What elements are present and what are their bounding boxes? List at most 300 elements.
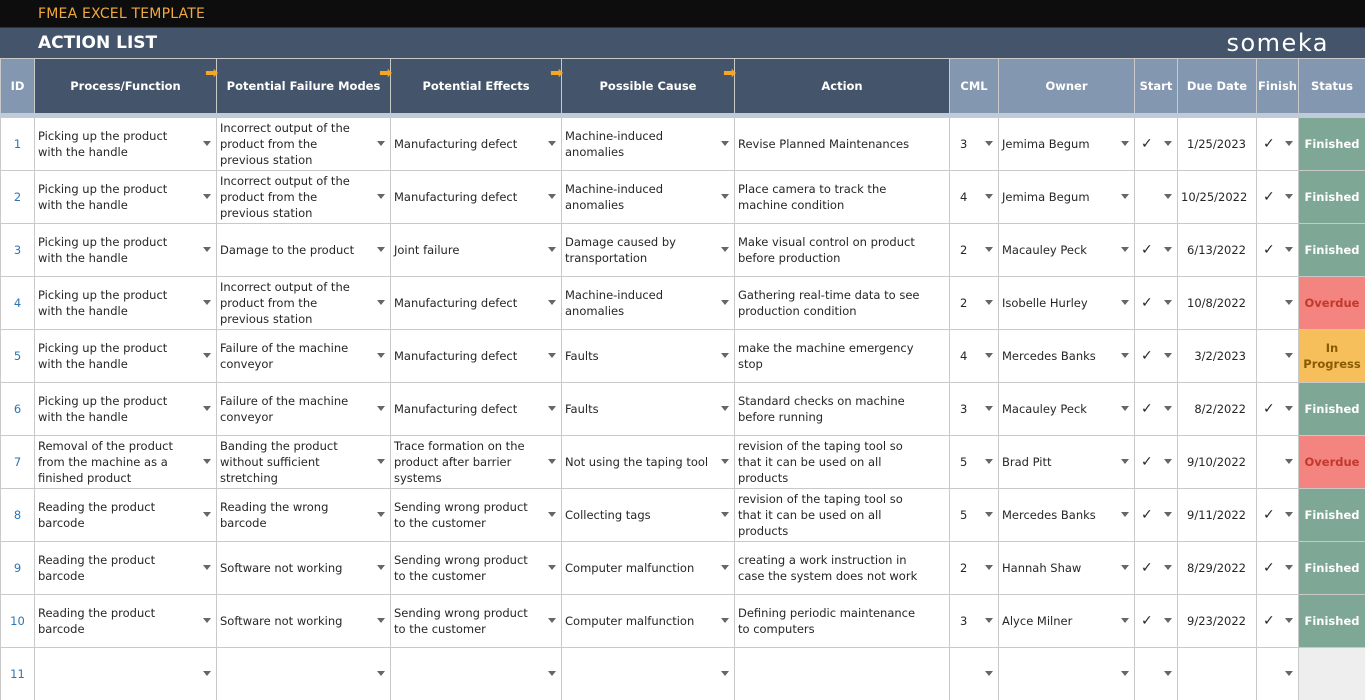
- dropdown-arrow-icon[interactable]: [721, 194, 729, 199]
- cell-effect[interactable]: [391, 330, 562, 383]
- cell-finish[interactable]: [1257, 542, 1299, 595]
- page-title: ACTION LIST: [38, 33, 158, 53]
- cell-finish[interactable]: [1257, 436, 1299, 489]
- cell-status: [1299, 330, 1365, 383]
- cell-owner[interactable]: [999, 489, 1135, 542]
- cell-failure-mode-value: Failure of the machine conveyor: [220, 394, 349, 424]
- dropdown-arrow-icon[interactable]: [1285, 247, 1293, 252]
- cell-failure-mode[interactable]: [217, 595, 391, 648]
- cell-effect-value: Manufacturing defect: [394, 137, 518, 151]
- cell-cause-value: Computer malfunction: [565, 614, 695, 628]
- cell-cause[interactable]: [562, 436, 735, 489]
- cell-id: [1, 171, 35, 224]
- cell-failure-mode[interactable]: [217, 542, 391, 595]
- dropdown-arrow-icon[interactable]: [203, 406, 211, 411]
- cell-action-value: Revise Planned Maintenances: [738, 137, 910, 151]
- dropdown-arrow-icon[interactable]: [548, 141, 556, 146]
- dropdown-arrow-icon[interactable]: [1164, 671, 1172, 676]
- dropdown-arrow-icon[interactable]: [1121, 459, 1129, 464]
- cell-cml[interactable]: [950, 436, 999, 489]
- dropdown-arrow-icon[interactable]: [377, 353, 385, 358]
- dropdown-arrow-icon[interactable]: [1121, 141, 1129, 146]
- arrow-right-icon: ➡: [723, 63, 737, 82]
- cell-owner[interactable]: [999, 224, 1135, 277]
- dropdown-arrow-icon[interactable]: [548, 406, 556, 411]
- cell-status-value: Overdue: [1304, 455, 1360, 469]
- cell-action-value: revision of the taping tool so that it can be used on all products: [738, 492, 903, 538]
- cell-cause[interactable]: [562, 542, 735, 595]
- dropdown-arrow-icon[interactable]: [1285, 406, 1293, 411]
- cell-action[interactable]: [735, 224, 950, 277]
- dropdown-arrow-icon[interactable]: [548, 300, 556, 305]
- cell-id-value: 1: [13, 137, 22, 151]
- cell-effect-value: Sending wrong product to the customer: [394, 606, 528, 636]
- dropdown-arrow-icon[interactable]: [203, 247, 211, 252]
- cell-cause[interactable]: [562, 648, 735, 700]
- cell-effect-value: Joint failure: [394, 243, 460, 257]
- dropdown-arrow-icon[interactable]: [985, 353, 993, 358]
- dropdown-arrow-icon[interactable]: [203, 565, 211, 570]
- cell-cause-value: Machine-induced anomalies: [565, 129, 664, 159]
- cell-start[interactable]: [1135, 277, 1178, 330]
- col-effects-header: [379, 59, 562, 114]
- cell-due-date[interactable]: [1178, 383, 1257, 436]
- dropdown-arrow-icon[interactable]: [203, 459, 211, 464]
- cell-id: [1, 489, 35, 542]
- cell-effect[interactable]: [391, 171, 562, 224]
- cell-effect-value: Manufacturing defect: [394, 190, 518, 204]
- dropdown-arrow-icon[interactable]: [721, 247, 729, 252]
- cell-effect-value: Trace formation on the product after barrier systems: [394, 439, 525, 485]
- table-row: [1, 171, 1365, 224]
- dropdown-arrow-icon[interactable]: [985, 618, 993, 623]
- cell-cml[interactable]: [950, 542, 999, 595]
- cell-due-date-value: 10/25/2022: [1181, 190, 1248, 204]
- cell-id-value: 8: [13, 508, 22, 522]
- table-row: [1, 489, 1365, 542]
- dropdown-arrow-icon[interactable]: [203, 141, 211, 146]
- cell-due-date[interactable]: [1178, 171, 1257, 224]
- dropdown-arrow-icon[interactable]: [203, 512, 211, 517]
- cell-failure-mode-value: Banding the product without sufficient stretching: [220, 439, 338, 485]
- cell-cause-value: Collecting tags: [565, 508, 651, 522]
- cell-start-value: ✓: [1141, 136, 1153, 152]
- dropdown-arrow-icon[interactable]: [377, 459, 385, 464]
- cell-owner-value: Brad Pitt: [1002, 455, 1052, 469]
- dropdown-arrow-icon[interactable]: [721, 353, 729, 358]
- dropdown-arrow-icon[interactable]: [1121, 512, 1129, 517]
- dropdown-arrow-icon[interactable]: [377, 406, 385, 411]
- cell-cml-value: 2: [960, 243, 968, 257]
- cell-owner[interactable]: [999, 436, 1135, 489]
- dropdown-arrow-icon[interactable]: [1164, 300, 1172, 305]
- dropdown-arrow-icon[interactable]: [203, 300, 211, 305]
- dropdown-arrow-icon[interactable]: [1285, 194, 1293, 199]
- cell-action[interactable]: [735, 648, 950, 700]
- dropdown-arrow-icon[interactable]: [548, 247, 556, 252]
- cell-effect[interactable]: [391, 648, 562, 700]
- dropdown-arrow-icon[interactable]: [1164, 141, 1172, 146]
- dropdown-arrow-icon[interactable]: [1121, 247, 1129, 252]
- cell-due-date[interactable]: [1178, 330, 1257, 383]
- col-process-header: [35, 59, 217, 114]
- arrow-right-icon: ➡: [379, 63, 393, 82]
- cell-process-value: Picking up the product with the handle: [38, 129, 168, 159]
- cell-start[interactable]: [1135, 118, 1178, 171]
- dropdown-arrow-icon[interactable]: [203, 618, 211, 623]
- cell-start[interactable]: [1135, 489, 1178, 542]
- cell-process[interactable]: [35, 595, 217, 648]
- dropdown-arrow-icon[interactable]: [985, 141, 993, 146]
- cell-effect[interactable]: [391, 224, 562, 277]
- cell-action[interactable]: [735, 171, 950, 224]
- cell-owner-value: Mercedes Banks: [1002, 508, 1096, 522]
- cell-id: [1, 118, 35, 171]
- dropdown-arrow-icon[interactable]: [1121, 671, 1129, 676]
- dropdown-arrow-icon[interactable]: [1164, 406, 1172, 411]
- cell-process[interactable]: [35, 489, 217, 542]
- cell-failure-mode-value: Damage to the product: [220, 243, 355, 257]
- dropdown-arrow-icon[interactable]: [548, 565, 556, 570]
- dropdown-arrow-icon[interactable]: [1121, 406, 1129, 411]
- cell-status: [1299, 383, 1365, 436]
- cell-cause[interactable]: [562, 171, 735, 224]
- cell-cause[interactable]: [562, 489, 735, 542]
- cell-due-date[interactable]: [1178, 224, 1257, 277]
- cell-finish-value: ✓: [1263, 560, 1275, 576]
- cell-failure-mode[interactable]: [217, 489, 391, 542]
- cell-failure-mode[interactable]: [217, 383, 391, 436]
- dropdown-arrow-icon[interactable]: [985, 671, 993, 676]
- dropdown-arrow-icon[interactable]: [1164, 459, 1172, 464]
- cell-cause[interactable]: [562, 118, 735, 171]
- cell-process-value: Picking up the product with the handle: [38, 182, 168, 212]
- dropdown-arrow-icon[interactable]: [1285, 141, 1293, 146]
- cell-status-value: Finished: [1304, 561, 1360, 575]
- cell-status-value: Finished: [1304, 614, 1360, 628]
- cell-due-date[interactable]: [1178, 648, 1257, 700]
- cell-id: [1, 330, 35, 383]
- cell-process[interactable]: [35, 436, 217, 489]
- cell-action[interactable]: [735, 330, 950, 383]
- dropdown-arrow-icon[interactable]: [377, 141, 385, 146]
- dropdown-arrow-icon[interactable]: [985, 512, 993, 517]
- cell-action[interactable]: [735, 436, 950, 489]
- cell-process[interactable]: [35, 118, 217, 171]
- cell-id-value: 7: [13, 455, 22, 469]
- cell-finish-value: ✓: [1263, 507, 1275, 523]
- cell-action-value: make the machine emergency stop: [738, 341, 914, 371]
- cell-action[interactable]: [735, 118, 950, 171]
- cell-effect-value: Sending wrong product to the customer: [394, 553, 528, 583]
- cell-effect[interactable]: [391, 277, 562, 330]
- cell-start[interactable]: [1135, 436, 1178, 489]
- cell-finish[interactable]: [1257, 171, 1299, 224]
- cell-finish-value: ✓: [1263, 242, 1275, 258]
- cell-start[interactable]: [1135, 542, 1178, 595]
- cell-cause-value: Faults: [565, 402, 599, 416]
- cell-failure-mode-value: Software not working: [220, 561, 343, 575]
- dropdown-arrow-icon[interactable]: [1121, 618, 1129, 623]
- dropdown-arrow-icon[interactable]: [203, 671, 211, 676]
- header-row: [1, 59, 1365, 114]
- cell-action[interactable]: [735, 383, 950, 436]
- cell-effect[interactable]: [391, 542, 562, 595]
- cell-cause[interactable]: [562, 595, 735, 648]
- cell-effect[interactable]: [391, 489, 562, 542]
- dropdown-arrow-icon[interactable]: [985, 247, 993, 252]
- col-cause-label: Possible Cause: [599, 79, 697, 93]
- cell-process[interactable]: [35, 330, 217, 383]
- dropdown-arrow-icon[interactable]: [985, 565, 993, 570]
- cell-failure-mode[interactable]: [217, 118, 391, 171]
- cell-effect[interactable]: [391, 436, 562, 489]
- cell-owner-value: Mercedes Banks: [1002, 349, 1096, 363]
- cell-start[interactable]: [1135, 595, 1178, 648]
- cell-owner-value: Alyce Milner: [1002, 614, 1073, 628]
- cell-finish[interactable]: [1257, 330, 1299, 383]
- cell-cml-value: 3: [960, 614, 968, 628]
- dropdown-arrow-icon[interactable]: [1164, 565, 1172, 570]
- cell-process[interactable]: [35, 171, 217, 224]
- dropdown-arrow-icon[interactable]: [985, 194, 993, 199]
- cell-failure-mode[interactable]: [217, 648, 391, 700]
- dropdown-arrow-icon[interactable]: [377, 618, 385, 623]
- dropdown-arrow-icon[interactable]: [1285, 671, 1293, 676]
- cell-cml[interactable]: [950, 330, 999, 383]
- dropdown-arrow-icon[interactable]: [1121, 353, 1129, 358]
- cell-finish[interactable]: [1257, 118, 1299, 171]
- cell-status: [1299, 489, 1365, 542]
- cell-process[interactable]: [35, 648, 217, 700]
- cell-due-date-value: 6/13/2022: [1187, 243, 1246, 257]
- dropdown-arrow-icon[interactable]: [548, 353, 556, 358]
- dropdown-arrow-icon[interactable]: [721, 512, 729, 517]
- cell-cml[interactable]: [950, 648, 999, 700]
- cell-finish[interactable]: [1257, 383, 1299, 436]
- cell-process[interactable]: [35, 542, 217, 595]
- cell-cml[interactable]: [950, 277, 999, 330]
- cell-cause[interactable]: [562, 277, 735, 330]
- table-row: [1, 436, 1365, 489]
- dropdown-arrow-icon[interactable]: [721, 406, 729, 411]
- cell-start[interactable]: [1135, 224, 1178, 277]
- dropdown-arrow-icon[interactable]: [377, 194, 385, 199]
- cell-owner[interactable]: [999, 383, 1135, 436]
- dropdown-arrow-icon[interactable]: [721, 618, 729, 623]
- dropdown-arrow-icon[interactable]: [1285, 353, 1293, 358]
- dropdown-arrow-icon[interactable]: [1285, 459, 1293, 464]
- cell-failure-mode-value: Incorrect output of the product from the previous station: [220, 121, 350, 167]
- cell-id: [1, 277, 35, 330]
- cell-owner[interactable]: [999, 542, 1135, 595]
- dropdown-arrow-icon[interactable]: [985, 406, 993, 411]
- dropdown-arrow-icon[interactable]: [377, 512, 385, 517]
- cell-cause[interactable]: [562, 383, 735, 436]
- cell-finish[interactable]: [1257, 277, 1299, 330]
- table-row: [1, 648, 1365, 700]
- cell-cml[interactable]: [950, 383, 999, 436]
- cell-status: [1299, 436, 1365, 489]
- dropdown-arrow-icon[interactable]: [1121, 565, 1129, 570]
- dropdown-arrow-icon[interactable]: [721, 459, 729, 464]
- dropdown-arrow-icon[interactable]: [721, 671, 729, 676]
- dropdown-arrow-icon[interactable]: [721, 565, 729, 570]
- cell-cml-value: 4: [960, 190, 968, 204]
- cell-cml[interactable]: [950, 171, 999, 224]
- cell-failure-mode-value: Failure of the machine conveyor: [220, 341, 349, 371]
- cell-status: [1299, 648, 1365, 700]
- cell-cause[interactable]: [562, 330, 735, 383]
- dropdown-arrow-icon[interactable]: [1285, 565, 1293, 570]
- col-cml-header: CML: [950, 59, 999, 114]
- cell-start[interactable]: [1135, 648, 1178, 700]
- dropdown-arrow-icon[interactable]: [377, 300, 385, 305]
- dropdown-arrow-icon[interactable]: [377, 565, 385, 570]
- cell-finish[interactable]: [1257, 648, 1299, 700]
- cell-action[interactable]: [735, 489, 950, 542]
- cell-failure-mode[interactable]: [217, 277, 391, 330]
- cell-due-date[interactable]: [1178, 542, 1257, 595]
- cell-effect[interactable]: [391, 383, 562, 436]
- cell-action[interactable]: [735, 595, 950, 648]
- dropdown-arrow-icon[interactable]: [377, 671, 385, 676]
- cell-status-value: Finished: [1304, 508, 1360, 522]
- cell-cml[interactable]: [950, 489, 999, 542]
- cell-start[interactable]: [1135, 383, 1178, 436]
- cell-failure-mode-value: Software not working: [220, 614, 343, 628]
- cell-effect[interactable]: [391, 118, 562, 171]
- cell-due-date-value: 10/8/2022: [1187, 296, 1246, 310]
- cell-process-value: Picking up the product with the handle: [38, 235, 168, 265]
- cell-failure-mode[interactable]: [217, 171, 391, 224]
- dropdown-arrow-icon[interactable]: [1164, 247, 1172, 252]
- dropdown-arrow-icon[interactable]: [1164, 512, 1172, 517]
- cell-cause-value: Computer malfunction: [565, 561, 695, 575]
- dropdown-arrow-icon[interactable]: [548, 671, 556, 676]
- cell-cml[interactable]: [950, 595, 999, 648]
- cell-failure-mode-value: Reading the wrong barcode: [220, 500, 329, 530]
- cell-cml-value: 5: [960, 508, 968, 522]
- cell-due-date-value: 8/2/2022: [1194, 402, 1246, 416]
- table-row: [1, 595, 1365, 648]
- dropdown-arrow-icon[interactable]: [1121, 300, 1129, 305]
- cell-failure-mode-value: Incorrect output of the product from the previous station: [220, 174, 350, 220]
- cell-due-date[interactable]: [1178, 277, 1257, 330]
- cell-process[interactable]: [35, 383, 217, 436]
- app-title: FMEA EXCEL TEMPLATE: [38, 6, 206, 22]
- col-process-label: Process/Function: [70, 79, 181, 93]
- cell-action-value: creating a work instruction in case the system does not work: [738, 553, 918, 583]
- dropdown-arrow-icon[interactable]: [203, 353, 211, 358]
- dropdown-arrow-icon[interactable]: [377, 247, 385, 252]
- cell-cml-value: 2: [960, 296, 968, 310]
- cell-process[interactable]: [35, 277, 217, 330]
- cell-id-value: 2: [13, 190, 22, 204]
- dropdown-arrow-icon[interactable]: [721, 300, 729, 305]
- cell-due-date[interactable]: [1178, 595, 1257, 648]
- cell-status-value: Overdue: [1304, 296, 1360, 310]
- cell-id: [1, 542, 35, 595]
- cell-due-date-value: 9/10/2022: [1187, 455, 1246, 469]
- cell-owner[interactable]: [999, 330, 1135, 383]
- cell-finish[interactable]: [1257, 224, 1299, 277]
- dropdown-arrow-icon[interactable]: [1285, 618, 1293, 623]
- cell-action-value: Gathering real-time data to see production condition: [738, 288, 920, 318]
- dropdown-arrow-icon[interactable]: [203, 194, 211, 199]
- dropdown-arrow-icon[interactable]: [985, 300, 993, 305]
- cell-action[interactable]: [735, 542, 950, 595]
- cell-effect-value: Manufacturing defect: [394, 296, 518, 310]
- cell-process-value: Reading the product barcode: [38, 500, 156, 530]
- cell-cml[interactable]: [950, 224, 999, 277]
- cell-owner-value: Isobelle Hurley: [1002, 296, 1088, 310]
- dropdown-arrow-icon[interactable]: [1164, 618, 1172, 623]
- cell-owner[interactable]: [999, 171, 1135, 224]
- cell-owner[interactable]: [999, 595, 1135, 648]
- cell-due-date[interactable]: [1178, 489, 1257, 542]
- dropdown-arrow-icon[interactable]: [548, 459, 556, 464]
- dropdown-arrow-icon[interactable]: [1121, 194, 1129, 199]
- dropdown-arrow-icon[interactable]: [1164, 194, 1172, 199]
- cell-start-value: ✓: [1141, 560, 1153, 576]
- cell-id-value: 3: [13, 243, 22, 257]
- cell-failure-mode[interactable]: [217, 436, 391, 489]
- cell-cause[interactable]: [562, 224, 735, 277]
- dropdown-arrow-icon[interactable]: [1285, 300, 1293, 305]
- cell-cml[interactable]: [950, 118, 999, 171]
- table-row: [1, 383, 1365, 436]
- col-failure-modes-header: [205, 59, 391, 114]
- cell-failure-mode[interactable]: [217, 224, 391, 277]
- dropdown-arrow-icon[interactable]: [985, 459, 993, 464]
- cell-action[interactable]: [735, 277, 950, 330]
- cell-process-value: Picking up the product with the handle: [38, 288, 168, 318]
- cell-finish[interactable]: [1257, 595, 1299, 648]
- cell-id-value: 4: [13, 296, 22, 310]
- cell-start-value: ✓: [1141, 242, 1153, 258]
- cell-effect[interactable]: [391, 595, 562, 648]
- table-row: [1, 224, 1365, 277]
- col-action-header: [723, 59, 950, 114]
- cell-start[interactable]: [1135, 330, 1178, 383]
- cell-due-date[interactable]: [1178, 436, 1257, 489]
- cell-failure-mode[interactable]: [217, 330, 391, 383]
- cell-owner[interactable]: [999, 118, 1135, 171]
- dropdown-arrow-icon[interactable]: [548, 618, 556, 623]
- cell-process[interactable]: [35, 224, 217, 277]
- cell-owner[interactable]: [999, 648, 1135, 700]
- cell-finish-value: ✓: [1263, 401, 1275, 417]
- cell-owner[interactable]: [999, 277, 1135, 330]
- cell-due-date[interactable]: [1178, 118, 1257, 171]
- cell-status-value: Finished: [1304, 137, 1360, 151]
- cell-status-value: Finished: [1304, 243, 1360, 257]
- dropdown-arrow-icon[interactable]: [1164, 353, 1172, 358]
- dropdown-arrow-icon[interactable]: [721, 141, 729, 146]
- cell-finish[interactable]: [1257, 489, 1299, 542]
- cell-action-value: Place camera to track the machine condition: [738, 182, 887, 212]
- dropdown-arrow-icon[interactable]: [548, 194, 556, 199]
- dropdown-arrow-icon[interactable]: [1285, 512, 1293, 517]
- cell-owner-value: Jemima Begum: [1002, 137, 1090, 151]
- dropdown-arrow-icon[interactable]: [548, 512, 556, 517]
- cell-start[interactable]: [1135, 171, 1178, 224]
- cell-cause-value: Machine-induced anomalies: [565, 182, 664, 212]
- cell-cause-value: Not using the taping tool: [565, 455, 709, 469]
- cell-status-value: Finished: [1304, 190, 1360, 204]
- cell-action-value: Make visual control on product before production: [738, 235, 915, 265]
